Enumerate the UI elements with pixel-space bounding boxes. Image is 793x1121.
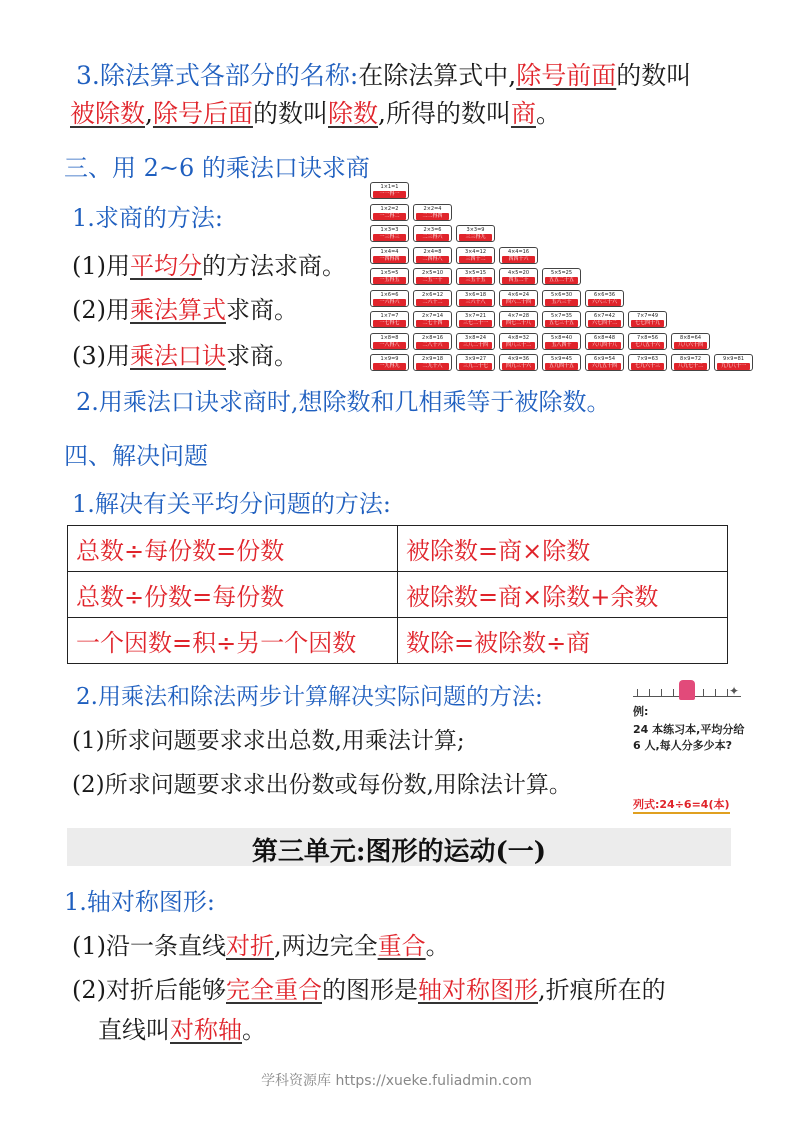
mult-verse: 八八六十四 <box>674 342 707 349</box>
pin-icon: ✦ <box>729 684 740 698</box>
highlight: 对称轴 <box>170 1016 242 1044</box>
example-question: 24 本练习本,平均分给 6 人,每人分多少本? <box>633 723 745 752</box>
mult-verse: 一九得九 <box>373 363 406 370</box>
highlight: 对折 <box>226 932 274 960</box>
mult-verse: 三八二十四 <box>459 342 492 349</box>
mult-equation: 3×5=15 <box>464 270 487 276</box>
unit-banner <box>67 828 731 866</box>
mult-table-cell <box>499 333 538 350</box>
mult-table-cell <box>370 182 409 199</box>
mult-table-cell <box>456 354 495 371</box>
mult-table-cell <box>542 290 581 307</box>
mult-table-cell <box>413 311 452 328</box>
mult-verse: 一一得一 <box>373 191 406 198</box>
mult-verse: 二九十八 <box>416 363 449 370</box>
mult-equation: 2×5=10 <box>421 270 444 276</box>
text: (2)用 <box>72 296 130 324</box>
method-2 <box>72 290 298 325</box>
text: 在除法算式中, <box>358 61 517 90</box>
method-1 <box>72 246 346 281</box>
mult-equation: 8×9=72 <box>679 356 702 362</box>
mult-verse: 六八四十八 <box>588 342 621 349</box>
mult-verse: 六六三十六 <box>588 299 621 306</box>
highlight: 商 <box>510 99 536 128</box>
mult-verse: 四八三十二 <box>502 342 535 349</box>
mult-equation: 4×6=24 <box>507 291 530 298</box>
mult-table-cell <box>370 204 409 221</box>
mult-table-cell <box>456 225 495 242</box>
mult-verse: 一二得二 <box>373 213 406 220</box>
mult-verse: 六七四十二 <box>588 320 621 327</box>
highlight: 平均分 <box>130 252 202 280</box>
mult-verse: 九九八十一 <box>717 363 750 370</box>
example-formula: 列式:24÷6=4(本) <box>633 796 730 814</box>
mult-equation: 2×7=14 <box>421 313 444 319</box>
highlight: 除号后面 <box>152 99 253 128</box>
text: , <box>145 99 153 128</box>
mult-equation: 5×8=40 <box>550 334 573 341</box>
mult-equation: 4×7=28 <box>507 313 530 319</box>
mult-table-cell <box>585 311 624 328</box>
highlight: 重合 <box>377 932 426 960</box>
symmetry-line-1 <box>72 926 450 961</box>
mult-verse: 五九四十五 <box>545 363 578 370</box>
mult-verse: 五八四十 <box>545 342 578 349</box>
mult-equation: 3×7=21 <box>464 313 487 319</box>
method-3 <box>72 336 298 371</box>
mult-verse: 四六二十四 <box>502 299 535 306</box>
mult-table-cell <box>413 333 452 350</box>
mult-table-cell <box>585 333 624 350</box>
mult-equation: 3×3=9 <box>466 227 485 233</box>
highlight: 轴对称图形 <box>418 976 538 1004</box>
mult-equation: 4×4=16 <box>507 248 530 255</box>
item-prefix: 3.除法算式各部分的名称: <box>76 61 359 90</box>
division-names-line1 <box>76 56 691 92</box>
mult-verse: 一五得五 <box>373 277 406 284</box>
mult-verse: 三九二十七 <box>459 363 492 370</box>
mult-verse: 四九三十六 <box>502 363 535 370</box>
mult-verse: 一八得八 <box>373 342 406 349</box>
mult-verse: 二七十四 <box>416 320 449 327</box>
symmetry-line-2 <box>72 970 666 1005</box>
mult-verse: 一四得四 <box>373 256 406 263</box>
mult-equation: 2×3=6 <box>423 227 442 233</box>
mult-table-cell <box>499 268 538 285</box>
mult-equation: 2×8=16 <box>421 334 444 341</box>
mult-table-cell <box>456 333 495 350</box>
mult-table-cell <box>370 290 409 307</box>
mult-table-cell <box>456 247 495 264</box>
mult-table-cell <box>499 290 538 307</box>
footer-watermark: 学科资源库 https://xueke.fuliadmin.com <box>261 1073 532 1089</box>
mult-table-cell <box>499 354 538 371</box>
mult-verse: 七七四十九 <box>631 320 664 327</box>
mult-equation: 1×1=1 <box>380 184 399 190</box>
two-step-method-1: (1)所求问题要求求出总数,用乘法计算; <box>72 728 465 754</box>
mult-table-cell <box>499 311 538 328</box>
mult-equation: 3×4=12 <box>464 248 487 255</box>
text: ,两边完全 <box>274 932 378 960</box>
highlight: 乘法算式 <box>130 296 226 324</box>
text: 的数叫 <box>252 99 328 128</box>
mult-table-cell <box>499 247 538 264</box>
highlight: 完全重合 <box>226 976 322 1004</box>
text: (1)用 <box>72 252 130 280</box>
division-names-line2 <box>70 94 561 130</box>
mult-verse: 二二得四 <box>416 213 449 220</box>
mult-verse: 二六十二 <box>416 299 449 306</box>
mult-equation: 6×9=54 <box>593 356 616 362</box>
mult-table-cell <box>456 268 495 285</box>
mult-equation: 7×7=49 <box>636 313 659 319</box>
mult-verse: 二四得八 <box>416 256 449 263</box>
mult-equation: 6×8=48 <box>593 334 616 341</box>
mult-equation: 2×2=4 <box>423 205 442 212</box>
table-cell: 总数÷份数=每份数 <box>68 572 398 618</box>
table-cell: 被除数=商×除数+余数 <box>398 572 728 618</box>
mult-table-cell <box>585 354 624 371</box>
multiplication-table-image <box>370 182 760 374</box>
mult-table-cell <box>542 333 581 350</box>
highlight: 乘法口诀 <box>130 342 226 370</box>
mult-verse: 八九七十二 <box>674 363 707 370</box>
mult-verse: 三六十八 <box>459 299 492 306</box>
text: 直线叫 <box>98 1016 170 1044</box>
mult-equation: 1×3=3 <box>380 227 399 233</box>
mult-table-cell <box>413 204 452 221</box>
mult-table-cell <box>413 225 452 242</box>
mult-equation: 1×4=4 <box>380 248 399 255</box>
mult-table-cell <box>370 268 409 285</box>
mult-equation: 5×7=35 <box>550 313 573 319</box>
mult-equation: 6×7=42 <box>593 313 616 319</box>
clip-icon <box>679 680 695 700</box>
mult-equation: 2×9=18 <box>421 356 444 362</box>
mult-equation: 9×9=81 <box>722 356 745 362</box>
highlight: 被除数 <box>70 99 146 128</box>
mult-table-cell <box>413 354 452 371</box>
text: 的方法求商。 <box>202 252 346 280</box>
text: 的数叫 <box>616 61 692 90</box>
two-step-method-2: (2)所求问题要求求出份数或每份数,用除法计算。 <box>72 772 572 798</box>
mult-verse: 三三得九 <box>459 234 492 241</box>
mult-equation: 4×8=32 <box>507 334 530 341</box>
highlight: 除号前面 <box>516 61 617 90</box>
mult-equation: 6×6=36 <box>593 291 616 298</box>
section3-item1: 1.求商的方法: <box>72 204 223 232</box>
section4-item1: 1.解决有关平均分问题的方法: <box>72 490 391 518</box>
mult-verse: 五七三十五 <box>545 320 578 327</box>
mult-equation: 1×7=7 <box>380 313 399 319</box>
unit-title: 第三单元:图形的运动(一) <box>251 837 547 867</box>
text: (1)沿一条直线 <box>72 932 226 960</box>
example-label: 例: <box>633 705 649 718</box>
text: (3)用 <box>72 342 130 370</box>
text: 。 <box>535 99 561 128</box>
mult-verse: 四五二十 <box>502 277 535 284</box>
text: ,所得的数叫 <box>378 99 511 128</box>
text: 的图形是 <box>322 976 418 1004</box>
mult-equation: 3×8=24 <box>464 334 487 341</box>
mult-equation: 4×9=36 <box>507 356 530 362</box>
mult-equation: 2×4=8 <box>423 248 442 255</box>
table-cell: 一个因数=积÷另一个因数 <box>68 618 398 664</box>
mult-table-cell <box>456 290 495 307</box>
mult-table-cell <box>628 311 667 328</box>
text: 。 <box>242 1016 266 1044</box>
mult-table-cell <box>370 225 409 242</box>
table-row <box>68 618 728 664</box>
mult-verse: 二三得六 <box>416 234 449 241</box>
mult-equation: 1×9=9 <box>380 356 399 362</box>
mult-table-cell <box>370 247 409 264</box>
mult-table-cell <box>671 333 710 350</box>
mult-verse: 六九五十四 <box>588 363 621 370</box>
mult-verse: 三七二十一 <box>459 320 492 327</box>
mult-equation: 7×9=63 <box>636 356 659 362</box>
mult-equation: 5×6=30 <box>550 291 573 298</box>
mult-verse: 三四十二 <box>459 256 492 263</box>
mult-equation: 3×9=27 <box>464 356 487 362</box>
mult-verse: 四四十六 <box>502 256 535 263</box>
mult-equation: 2×6=12 <box>421 291 444 298</box>
mult-table-cell <box>413 247 452 264</box>
mult-verse: 一七得七 <box>373 320 406 327</box>
mult-table-cell <box>413 290 452 307</box>
mult-verse: 一三得三 <box>373 234 406 241</box>
mult-table-cell <box>714 354 753 371</box>
text: (2)对折后能够 <box>72 976 226 1004</box>
mult-table-cell <box>628 354 667 371</box>
mult-equation: 1×8=8 <box>380 334 399 341</box>
section3-item2: 2.用乘法口诀求商时,想除数和几相乘等于被除数。 <box>76 388 611 416</box>
table-cell: 总数÷每份数=份数 <box>68 526 398 572</box>
mult-verse: 二八十六 <box>416 342 449 349</box>
mult-equation: 3×6=18 <box>464 291 487 298</box>
text: 。 <box>425 932 450 960</box>
mult-table-cell <box>370 354 409 371</box>
mult-equation: 1×6=6 <box>380 291 399 298</box>
mult-table-cell <box>370 311 409 328</box>
average-methods-table <box>67 525 728 664</box>
mult-equation: 1×5=5 <box>380 270 399 276</box>
mult-table-cell <box>542 268 581 285</box>
mult-verse: 七八五十六 <box>631 342 664 349</box>
mult-verse: 四七二十八 <box>502 320 535 327</box>
mult-table-cell <box>542 311 581 328</box>
mult-table-cell <box>585 290 624 307</box>
table-row <box>68 572 728 618</box>
mult-table-cell <box>542 354 581 371</box>
section3-heading: 三、用 2~6 的乘法口诀求商 <box>64 154 370 182</box>
mult-table-cell <box>456 311 495 328</box>
unit3-item1: 1.轴对称图形: <box>64 888 215 916</box>
mult-equation: 1×2=2 <box>380 205 399 212</box>
mult-equation: 7×8=56 <box>636 334 659 341</box>
table-cell: 被除数=商×除数 <box>398 526 728 572</box>
text: 求商。 <box>226 342 298 370</box>
mult-table-cell <box>671 354 710 371</box>
mult-equation: 5×5=25 <box>550 270 573 276</box>
mult-table-cell <box>413 268 452 285</box>
mult-verse: 三五十五 <box>459 277 492 284</box>
table-row <box>68 526 728 572</box>
symmetry-line-3 <box>98 1010 266 1045</box>
table-cell: 数除=被除数÷商 <box>398 618 728 664</box>
mult-verse: 五六三十 <box>545 299 578 306</box>
mult-table-cell <box>628 333 667 350</box>
mult-verse: 一六得六 <box>373 299 406 306</box>
mult-verse: 七九六十三 <box>631 363 664 370</box>
section4-heading: 四、解决问题 <box>64 442 208 470</box>
mult-table-cell <box>370 333 409 350</box>
mult-equation: 4×5=20 <box>507 270 530 276</box>
mult-equation: 8×8=64 <box>679 334 702 341</box>
text: ,折痕所在的 <box>538 976 666 1004</box>
highlight: 除数 <box>328 99 379 128</box>
example-card <box>629 678 745 818</box>
text: 求商。 <box>226 296 298 324</box>
mult-verse: 五五二十五 <box>545 277 578 284</box>
section4-item2: 2.用乘法和除法两步计算解决实际问题的方法: <box>76 684 543 710</box>
mult-verse: 二五一十 <box>416 277 449 284</box>
mult-equation: 5×9=45 <box>550 356 573 362</box>
